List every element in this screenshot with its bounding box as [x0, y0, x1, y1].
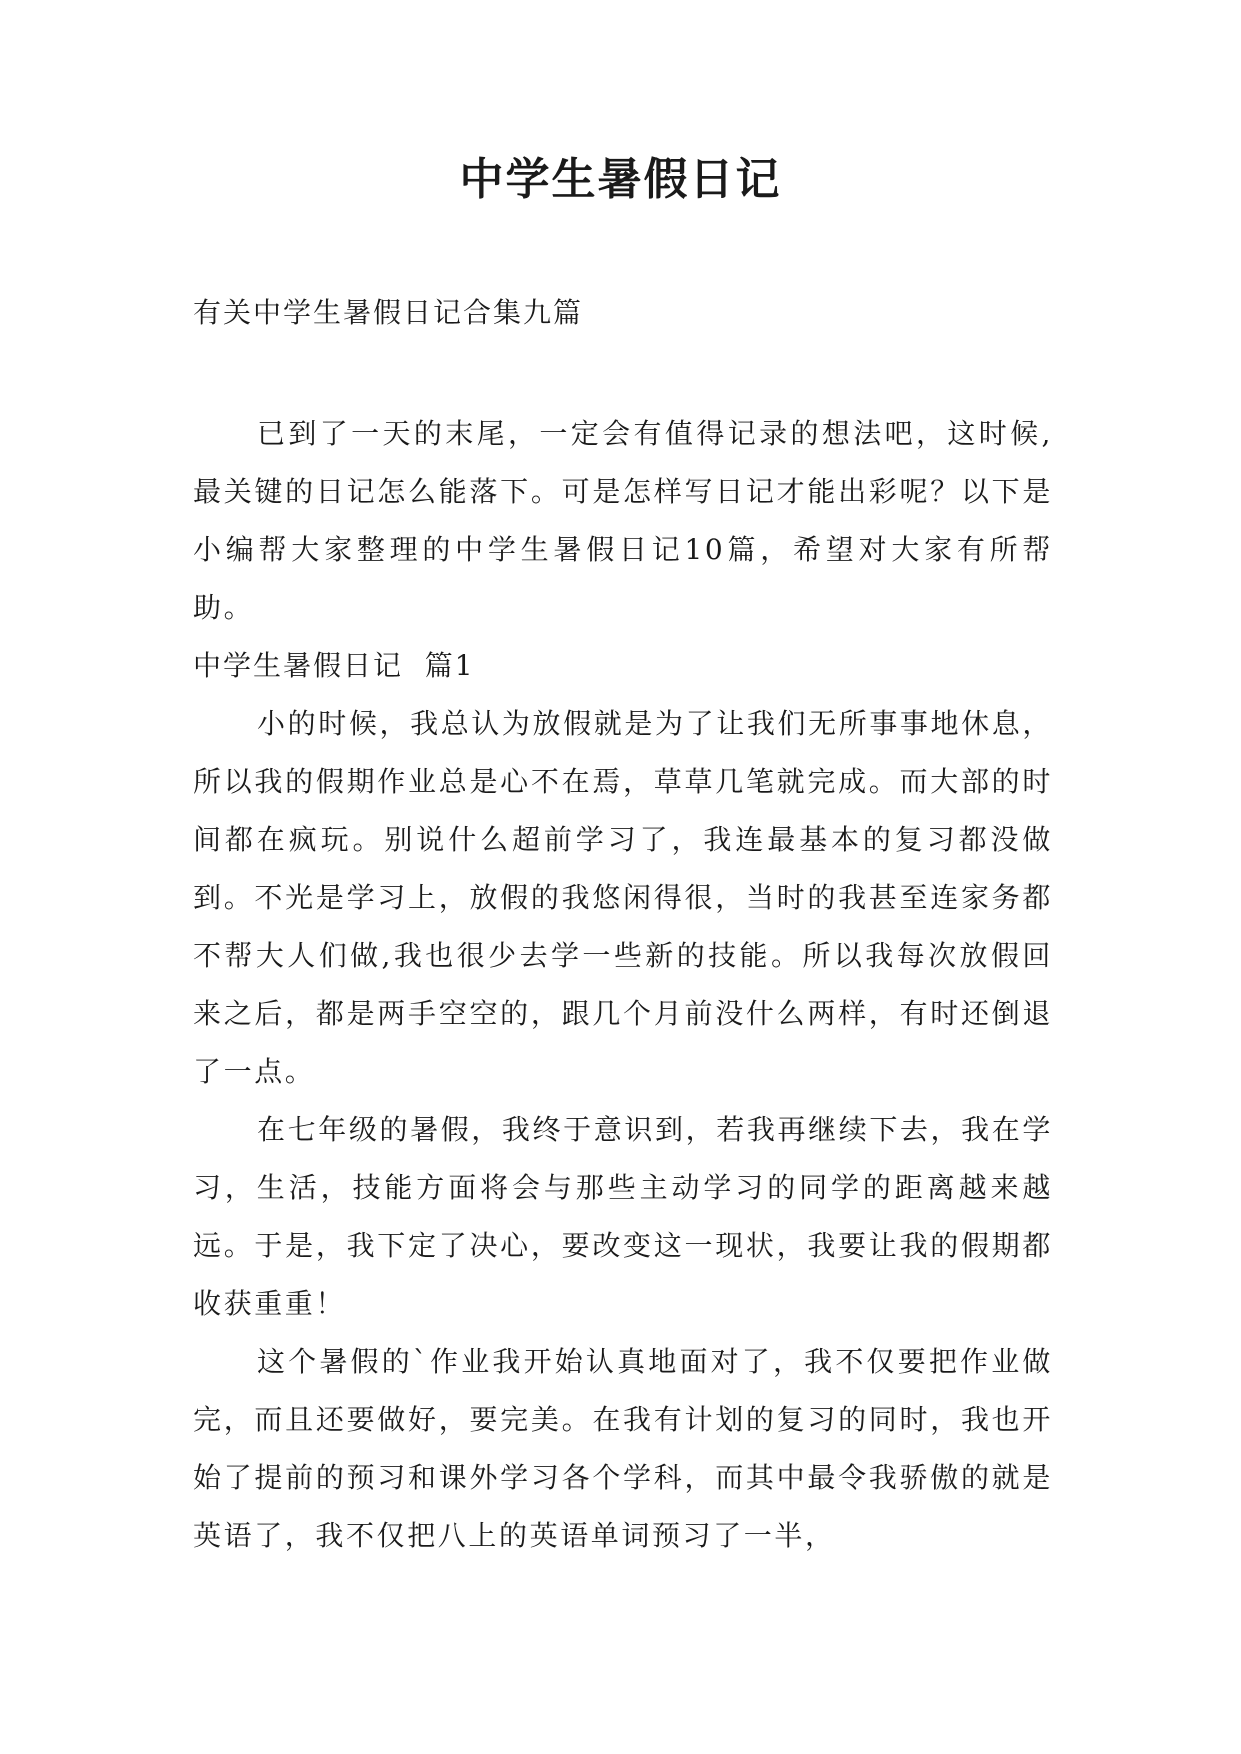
body-paragraph: 小的时候，我总认为放假就是为了让我们无所事事地休息，所以我的假期作业总是心不在焉，草草几笔就完成。而大部的时间都在疯玩。别说什么超前学习了，我连最基本的复习都没做到。不光是学习上，放假的我悠闲得很，当时的我甚至连家务都不帮大人们做,我也很少去学一些新的技能。所以我每次放假回来之后，都是两手空空的，跟几个月前没什么两样，有时还倒退了一点。 — [193, 707, 1053, 1088]
intro-paragraph: 已到了一天的末尾，一定会有值得记录的想法吧，这时候,最关键的日记怎么能落下。可是怎样写日记才能出彩呢？以下是小编帮大家整理的中学生暑假日记10篇，希望对大家有所帮助。 — [193, 417, 1053, 624]
section-heading: 中学生暑假日记 篇1 — [193, 649, 475, 682]
document-title: 中学生暑假日记 — [459, 154, 782, 205]
body-paragraph: 这个暑假的`作业我开始认真地面对了，我不仅要把作业做完，而且还要做好，要完美。在我有计划的复习的同时，我也开始了提前的预习和课外学习各个学科，而其中最令我骄傲的就是英语了，我不仅把八上的英语单词预习了一半， — [193, 1345, 1053, 1552]
document-subtitle: 有关中学生暑假日记合集九篇 — [193, 296, 584, 329]
document-body — [193, 405, 1053, 1565]
body-paragraph: 在七年级的暑假，我终于意识到，若我再继续下去，我在学习，生活，技能方面将会与那些主动学习的同学的距离越来越远。于是，我下定了决心，要改变这一现状，我要让我的假期都收获重重！ — [193, 1113, 1053, 1320]
